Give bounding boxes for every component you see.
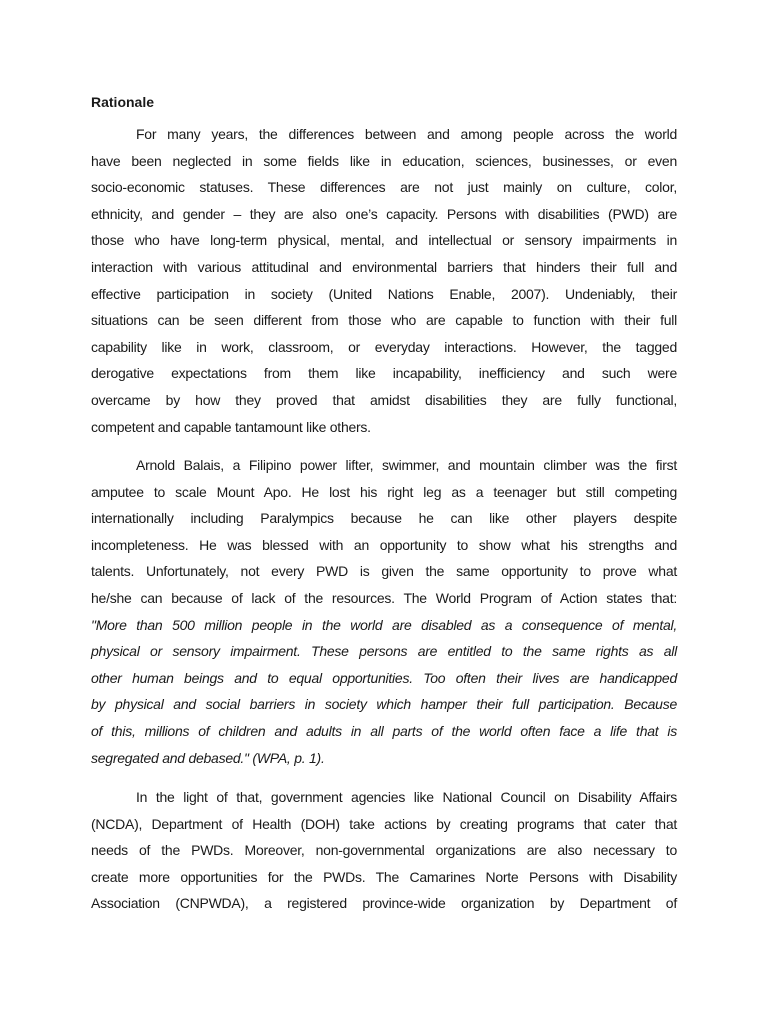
text-line: overcame by how they proved that amidst disabilities they are fully functional, — [91, 391, 677, 408]
paragraph-1 — [91, 121, 677, 440]
text-line: those who have long-term physical, mental, and intellectual or sensory impairments in — [91, 232, 677, 249]
text-line: competent and capable tantamount like others. — [91, 418, 371, 435]
text-line: amputee to scale Mount Apo. He lost his right leg as a teenager but still competing — [91, 483, 677, 500]
text-line: interaction with various attitudinal and environmental barriers that hinders their full and — [91, 258, 677, 275]
text-line: "More than 500 million people in the world are disabled as a consequence of mental, — [91, 616, 677, 633]
text-line: In the light of that, government agencies like National Council on Disability Affairs — [136, 789, 677, 805]
text-line: segregated and debased." (WPA, p. 1). — [91, 749, 325, 766]
text-line: derogative expectations from them like incapability, inefficiency and such were — [91, 365, 677, 382]
text-line: ethnicity, and gender – they are also one’s capacity. Persons with disabilities (PWD) are — [91, 205, 677, 222]
text-line: situations can be seen different from those who are capable to function with their full — [91, 312, 677, 329]
text-line: physical or sensory impairment. These persons are entitled to the same rights as all — [91, 643, 677, 660]
text-line: create more opportunities for the PWDs. The Camarines Norte Persons with Disability — [91, 868, 677, 885]
text-line: he/she can because of lack of the resources. The World Program of Action states that: — [91, 589, 677, 606]
text-line: Arnold Balais, a Filipino power lifter, swimmer, and mountain climber was the first — [136, 457, 677, 473]
section-heading: Rationale — [91, 94, 155, 110]
text-line: have been neglected in some fields like in education, sciences, businesses, or even — [91, 152, 677, 169]
text-line: talents. Unfortunately, not every PWD is given the same opportunity to prove what — [91, 563, 677, 580]
text-line: by physical and social barriers in society which hamper their full participation. Because — [91, 696, 677, 713]
text-line: needs of the PWDs. Moreover, non-governmental organizations are also necessary to — [91, 842, 677, 859]
text-line: of this, millions of children and adults in all parts of the world often face a life that is — [91, 722, 677, 739]
text-line: (NCDA), Department of Health (DOH) take actions by creating programs that cater that — [91, 815, 677, 832]
text-line: internationally including Paralympics because he can like other players despite — [91, 510, 677, 527]
paragraph-2 — [91, 452, 677, 771]
text-line: For many years, the differences between and among people across the world — [136, 126, 677, 142]
text-line: other human beings and to equal opportunities. Too often their lives are handicapped — [91, 669, 677, 686]
text-line: incompleteness. He was blessed with an opportunity to show what his strengths and — [91, 536, 677, 553]
text-line: capability like in work, classroom, or everyday interactions. However, the tagged — [91, 338, 677, 355]
text-line: effective participation in society (United Nations Enable, 2007). Undeniably, their — [91, 285, 677, 302]
paragraph-3 — [91, 784, 677, 917]
text-line: Association (CNPWDA), a registered province-wide organization by Department of — [91, 895, 677, 912]
text-line: socio-economic statuses. These differences are not just mainly on culture, color, — [91, 179, 677, 196]
